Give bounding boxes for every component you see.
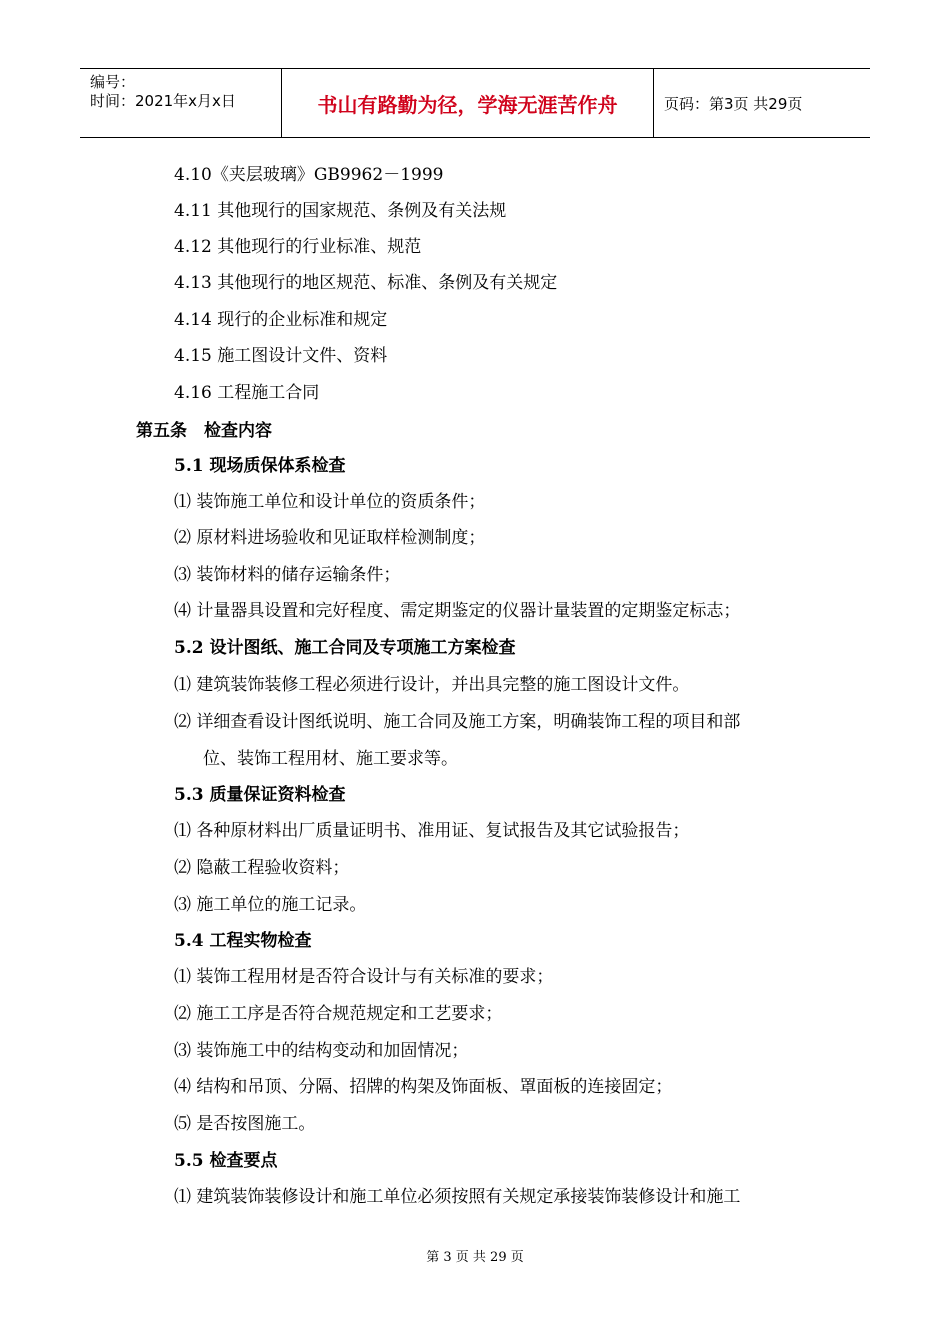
list-item: ⑷ 计量器具设置和完好程度、需定期鉴定的仪器计量装置的定期鉴定标志； [174, 601, 741, 621]
subsection-heading: 5.3 质量保证资料检查 [174, 785, 346, 805]
list-item: ⑴ 装饰工程用材是否符合设计与有关标准的要求； [174, 967, 554, 987]
body-line: 4.15 施工图设计文件、资料 [174, 346, 388, 366]
number-label: 编号： [90, 73, 136, 91]
list-item: ⑵ 详细查看设计图纸说明、施工合同及施工方案，明确装饰工程的项目和部 [174, 712, 741, 732]
body-line: 4.14 现行的企业标准和规定 [174, 310, 388, 330]
subsection-heading: 5.1 现场质保体系检查 [174, 456, 346, 476]
list-item: ⑴ 建筑装饰装修工程必须进行设计，并出具完整的施工图设计文件。 [174, 675, 690, 695]
list-item: ⑴ 建筑装饰装修设计和施工单位必须按照有关规定承接装饰装修设计和施工 [174, 1187, 741, 1207]
list-item: ⑸ 是否按图施工。 [174, 1114, 316, 1134]
list-item-continued: 位、装饰工程用材、施工要求等。 [203, 749, 458, 769]
body-line: 4.11 其他现行的国家规范、条例及有关法规 [174, 201, 507, 221]
list-item: ⑴ 各种原材料出厂质量证明书、准用证、复试报告及其它试验报告； [174, 821, 690, 841]
list-item: ⑴ 装饰施工单位和设计单位的资质条件； [174, 492, 486, 512]
page-footer: 第 3 页 共 29 页 [426, 1250, 524, 1265]
list-item: ⑵ 原材料进场验收和见证取样检测制度； [174, 528, 486, 548]
body-line: 4.10《夹层玻璃》GB9962－1999 [174, 165, 444, 185]
page-header [80, 68, 870, 138]
list-item: ⑶ 施工单位的施工记录。 [174, 895, 367, 915]
header-motto: 书山有路勤为径，学海无涯苦作舟 [282, 69, 654, 137]
list-item: ⑵ 隐蔽工程验收资料； [174, 858, 350, 878]
header-page-info: 页码：第3页 共29页 [664, 94, 803, 113]
subsection-heading: 5.2 设计图纸、施工合同及专项施工方案检查 [174, 638, 516, 658]
header-meta [80, 69, 282, 137]
body-line: 4.16 工程施工合同 [174, 383, 320, 403]
section-heading: 第五条 检查内容 [136, 421, 272, 441]
subsection-heading: 5.5 检查要点 [174, 1151, 278, 1171]
time-label: 时间：2021年x月x日 [90, 92, 236, 110]
body-line: 4.12 其他现行的行业标准、规范 [174, 237, 422, 257]
list-item: ⑶ 装饰材料的储存运输条件； [174, 565, 401, 585]
body-line: 4.13 其他现行的地区规范、标准、条例及有关规定 [174, 273, 558, 293]
list-item: ⑷ 结构和吊顶、分隔、招牌的构架及饰面板、罩面板的连接固定； [174, 1077, 673, 1097]
subsection-heading: 5.4 工程实物检查 [174, 931, 312, 951]
list-item: ⑶ 装饰施工中的结构变动和加固情况； [174, 1041, 469, 1061]
list-item: ⑵ 施工工序是否符合规范规定和工艺要求； [174, 1004, 503, 1024]
